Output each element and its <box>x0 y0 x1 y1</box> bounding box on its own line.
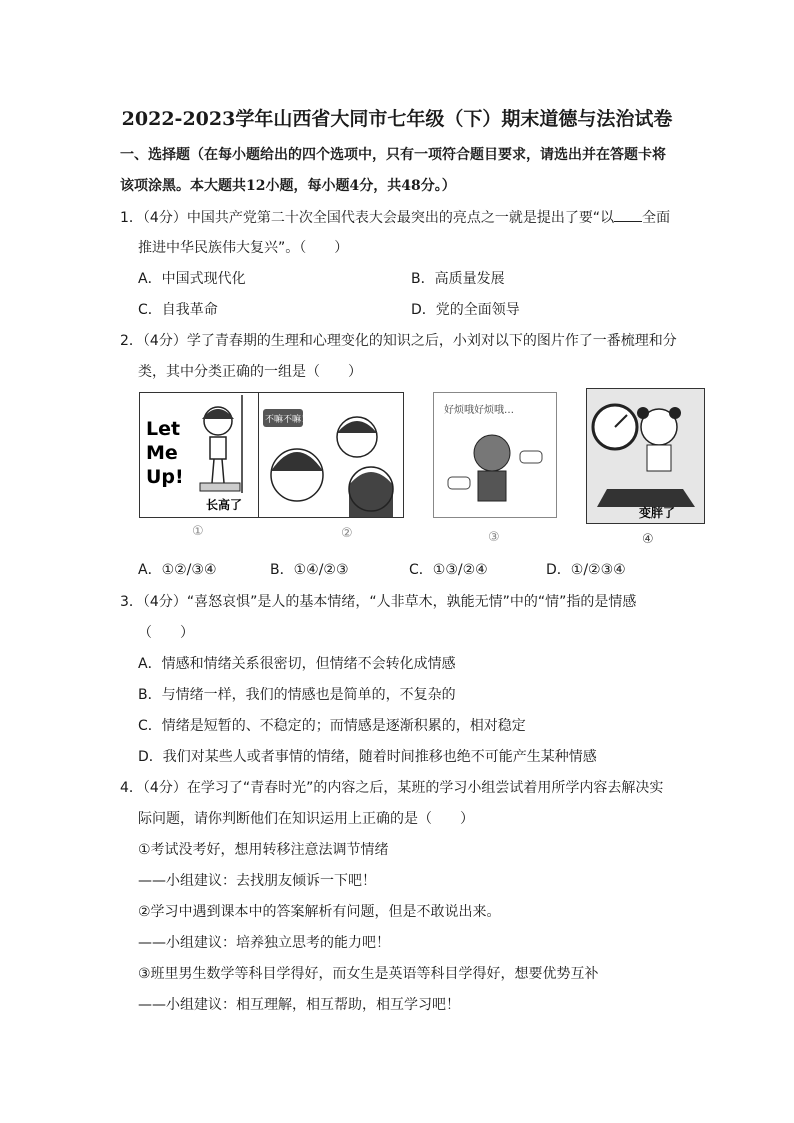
q3-option-a: A．情感和情绪关系很密切，但情绪不会转化成情感 <box>138 656 456 672</box>
picture-4-illustration <box>587 389 704 523</box>
q4-item-3: ③班里男生数学等科目学得好，而女生是英语等科目学得好，想要优势互补 <box>138 966 599 982</box>
q1-option-d: D．党的全面领导 <box>411 302 520 318</box>
q2-option-c: C．①③/②④ <box>409 562 488 578</box>
q4-stem-line2: 际问题，请你判断他们在知识运用上正确的是（ ） <box>138 811 474 827</box>
pic1-let: Let <box>146 418 181 440</box>
q3-stem-line2: （ ） <box>138 625 194 641</box>
section-heading-line2: 该项涂黑。本大题共12小题，每小题4分，共48分。） <box>120 178 456 194</box>
q4-suggestion-3: ——小组建议：相互理解，相互帮助，相互学习吧！ <box>138 997 460 1013</box>
section-heading-line1: 一、选择题（在每小题给出的四个选项中，只有一项符合题目要求，请选出并在答题卡将 <box>120 147 666 163</box>
pic2-speech: 不嘛不嘛！ <box>265 415 311 425</box>
pic1-me: Me <box>146 442 178 464</box>
q2-picture-2 <box>258 392 404 518</box>
q1-stem-line2: 推进中华民族伟大复兴”。（ ） <box>138 240 349 256</box>
q3-option-d: D．我们对某些人或者事情的情绪，随着时间推移也绝不可能产生某种情感 <box>138 749 597 765</box>
q4-suggestion-2: ——小组建议：培养独立思考的能力吧！ <box>138 935 390 951</box>
q4-suggestion-1: ——小组建议：去找朋友倾诉一下吧！ <box>138 873 376 889</box>
q1-option-b: B．高质量发展 <box>411 271 505 287</box>
q2-picture-4 <box>586 388 705 524</box>
pic4-caption: 变胖了 <box>639 506 676 520</box>
q4-stem-line1: 4．（4分）在学习了“青春时光”的内容之后，某班的学习小组尝试着用所学内容去解决实 <box>120 780 664 796</box>
q3-option-b: B．与情绪一样，我们的情感也是简单的，不复杂的 <box>138 687 456 703</box>
pic1-up: Up! <box>146 466 184 488</box>
pic-label-2: ② <box>341 526 353 541</box>
pic-label-1: ① <box>192 524 204 539</box>
q1-stem-part-a: 1．（4分）中国共产党第二十次全国代表大会最突出的亮点之一就是提出了要“以 <box>120 210 615 226</box>
q4-item-2: ②学习中遇到课本中的答案解析有问题，但是不敢说出来。 <box>138 904 501 920</box>
pic1-caption: 长高了 <box>206 498 243 512</box>
q2-stem-line1: 2．（4分）学了青春期的生理和心理变化的知识之后，小刘对以下的图片作了一番梳理和分 <box>120 333 677 349</box>
pic3-speech: 好烦哦好烦哦… <box>444 405 514 416</box>
q1-option-c: C．自我革命 <box>138 302 218 318</box>
picture-3-illustration <box>434 393 556 517</box>
picture-2-illustration <box>259 393 403 517</box>
q4-item-1: ①考试没考好，想用转移注意法调节情绪 <box>138 842 389 858</box>
page-title: 2022-2023学年山西省大同市七年级（下）期末道德与法治试卷 <box>121 108 673 130</box>
q2-option-a: A．①②/③④ <box>138 562 217 578</box>
q3-stem-line1: 3．（4分）“喜怒哀惧”是人的基本情绪，“人非草木，孰能无情”中的“情”指的是情感 <box>120 594 637 610</box>
pic-label-3: ③ <box>488 530 500 545</box>
q1-stem-line1 <box>120 207 670 228</box>
q2-option-d: D．①/②③④ <box>546 562 626 578</box>
q2-picture-3 <box>433 392 557 518</box>
q1-stem-part-b: 全面 <box>642 210 671 226</box>
q2-stem-line2: 类，其中分类正确的一组是（ ） <box>138 364 362 380</box>
pic-label-4: ④ <box>642 532 654 547</box>
q3-option-c: C．情绪是短暂的、不稳定的；而情感是逐渐积累的，相对稳定 <box>138 718 526 734</box>
q1-option-a: A．中国式现代化 <box>138 271 246 287</box>
q2-picture-1 <box>139 392 263 518</box>
q1-blank <box>614 207 642 222</box>
q2-option-b: B．①④/②③ <box>270 562 349 578</box>
picture-1-illustration <box>140 393 262 517</box>
